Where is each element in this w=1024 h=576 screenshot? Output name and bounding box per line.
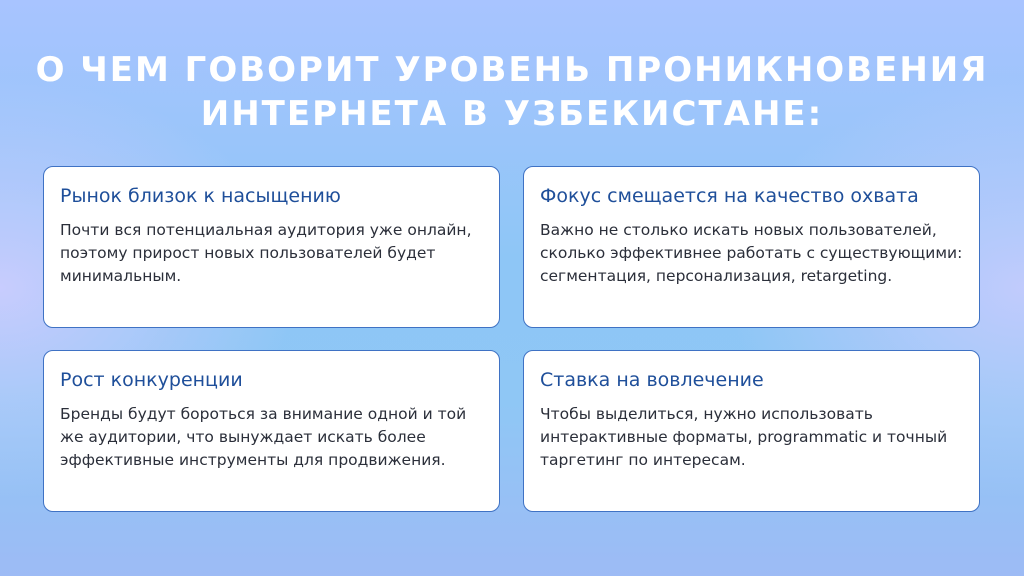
card-engagement-focus [523,350,980,512]
card-text: Чтобы выделиться, нужно использовать интерактивные форматы, programmatic и точный таргетинг по интересам. [540,405,948,469]
card-text: Бренды будут бороться за внимание одной и той же аудитории, что вынуждает искать более эффективные инструменты для продвижения. [60,405,467,469]
slide-title [0,48,1024,136]
card-text: Почти вся потенциальная аудитория уже онлайн, поэтому прирост новых пользователей будет минимальным. [60,221,472,285]
card-text: Важно не столько искать новых пользователей, сколько эффективнее работать с существующими: сегментация, персонализация, retargeting. [540,221,963,285]
card-heading: Фокус смещается на качество охвата [540,185,919,207]
card-heading: Ставка на вовлечение [540,369,764,391]
card-reach-quality [523,166,980,328]
card-heading: Рост конкуренции [60,369,243,391]
card-competition-growth [43,350,500,512]
card-market-saturation [43,166,500,328]
slide-title-line-2: ИНТЕРНЕТА В УЗБЕКИСТАНЕ: [200,94,824,134]
card-heading: Рынок близок к насыщению [60,185,341,207]
slide-title-line-1: О ЧЕМ ГОВОРИТ УРОВЕНЬ ПРОНИКНОВЕНИЯ [35,50,989,90]
